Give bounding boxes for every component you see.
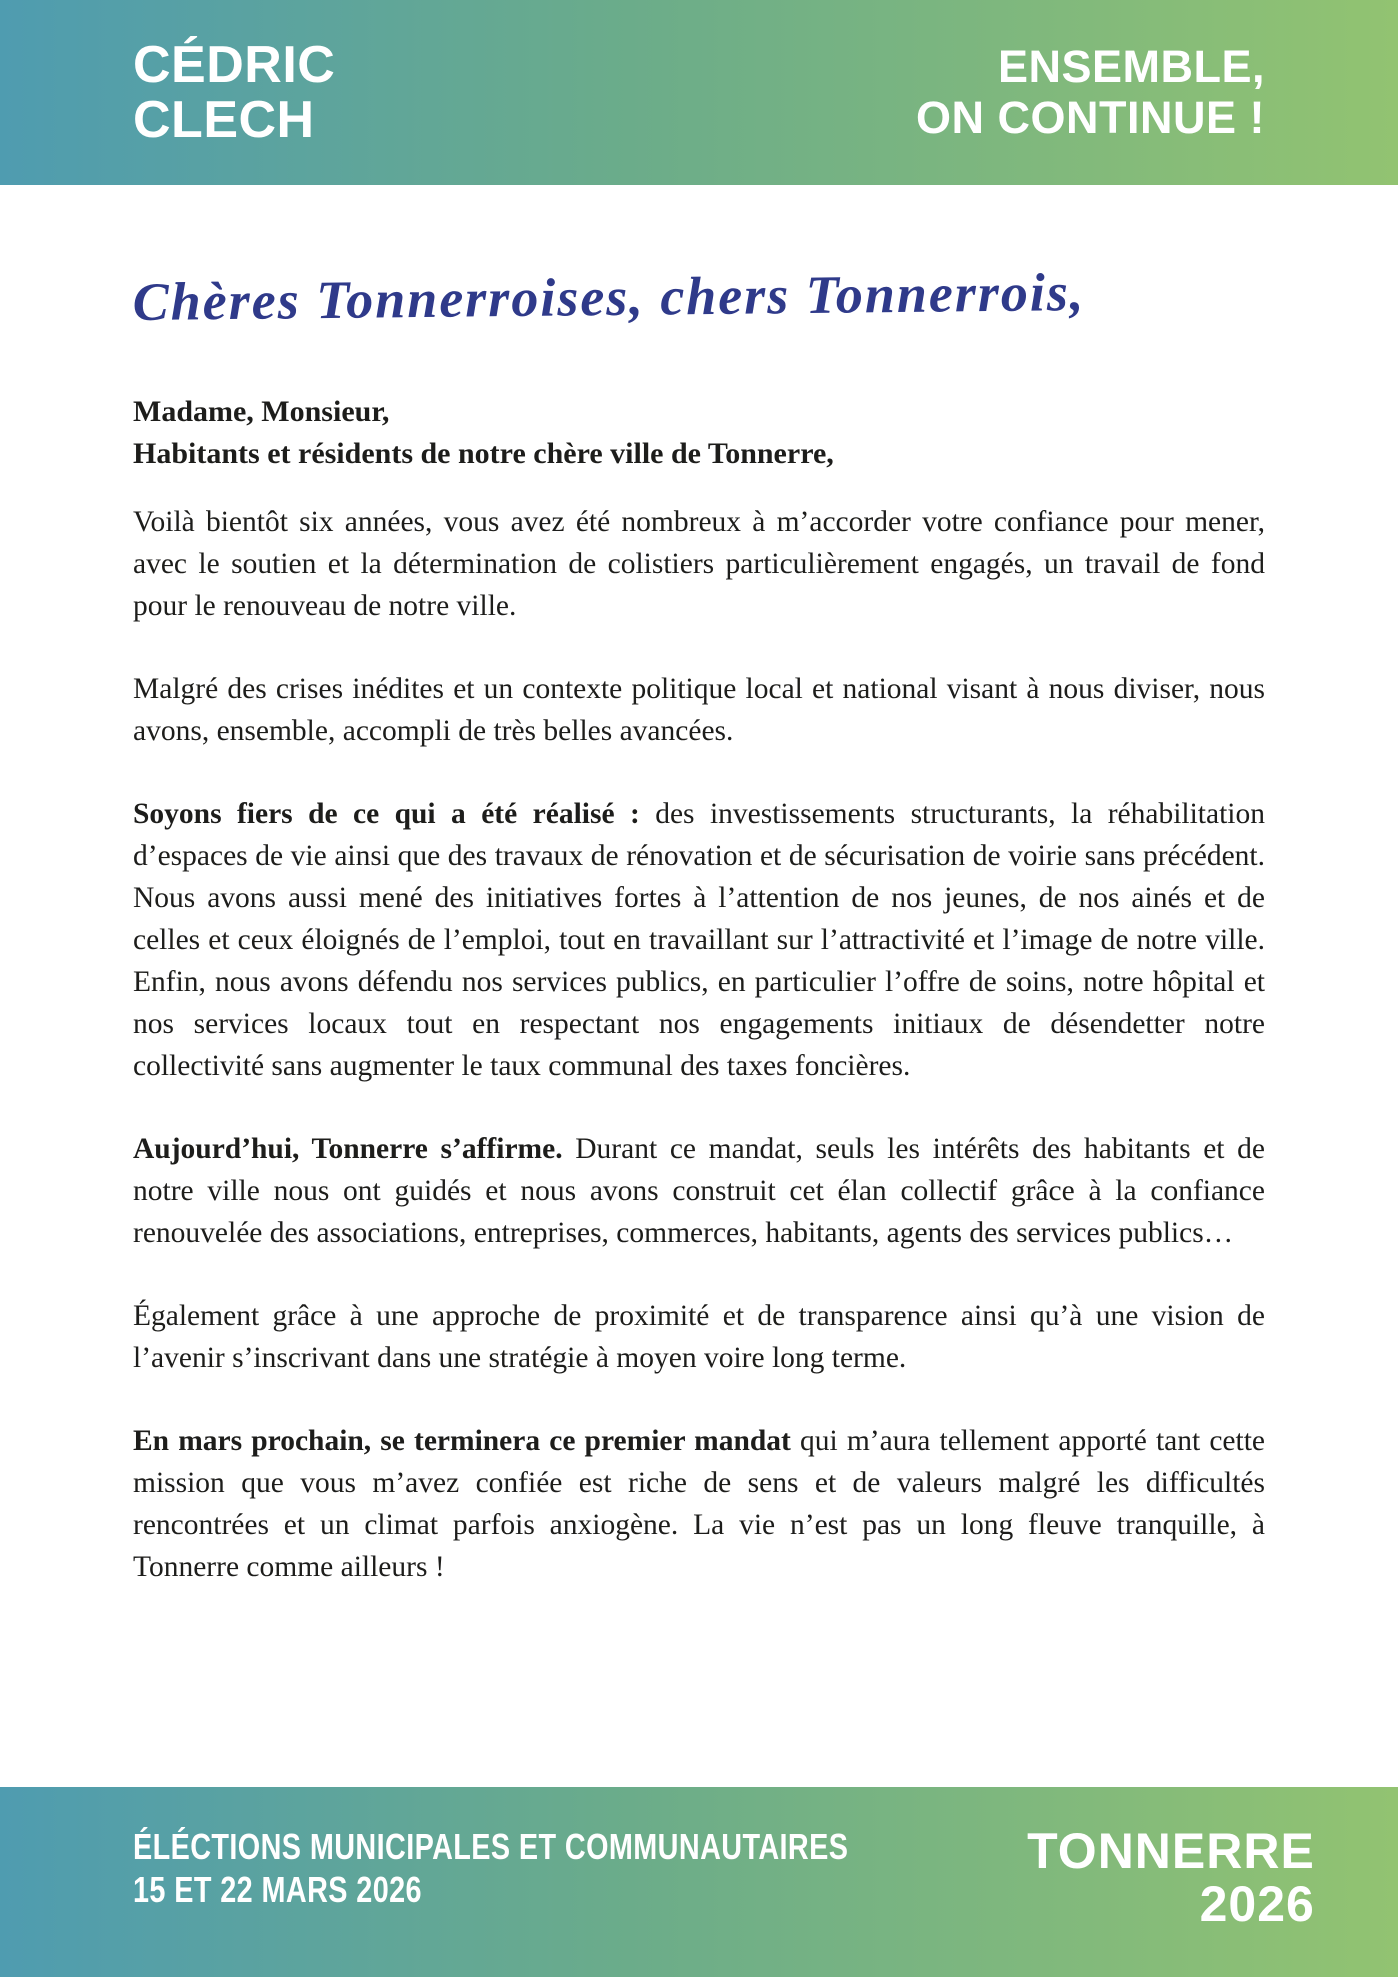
brand-line1: TONNERRE bbox=[1027, 1823, 1315, 1879]
paragraph-lead-bold: En mars prochain, se terminera ce premier mandat bbox=[133, 1425, 791, 1457]
paragraph-lead-bold: Soyons fiers de ce qui a été réalisé : bbox=[133, 798, 640, 830]
brand-line2: 2026 bbox=[1199, 1876, 1315, 1932]
paragraph: Malgré des crises inédites et un contexte politique local et national visant à nous diviser, nous avons, ensemble, accompli de très belles avancées. bbox=[133, 673, 1265, 747]
candidate-name-line2: CLECH bbox=[133, 90, 315, 149]
salutation-line2: Habitants et résidents de notre chère ville de Tonnerre, bbox=[133, 437, 834, 470]
candidate-name bbox=[133, 36, 336, 149]
paragraph: Voilà bientôt six années, vous avez été nombreux à m’accorder votre confiance pour mener, avec le soutien et la détermination de colistiers particulièrement engagés, un travail de fond pour le renouveau de notre ville. bbox=[133, 506, 1265, 622]
candidate-name-line1: CÉDRIC bbox=[133, 36, 336, 95]
slogan-line2: ON CONTINUE ! bbox=[916, 91, 1265, 143]
salutation bbox=[133, 391, 1265, 475]
paragraph: Soyons fiers de ce qui a été réalisé : des investissements structurants, la réhabilitation d’espaces de vie ainsi que des travaux de rénovation et de sécurisation de voirie sans précédent. Nous avons aussi mené des initiatives fortes à l’attention de nos jeunes, de nos ainés et de celles et ceux éloignés de l’emploi, tout en travaillant sur l’attractivité et l’image de notre ville. Enfin, nous avons défendu nos services publics, en particulier l’offre de soins, notre hôpital et nos services locaux tout en respectant nos engagements initiaux de désendetter notre collectivité sans augmenter le taux communal des taxes foncières. bbox=[133, 798, 1265, 1082]
paragraph: En mars prochain, se terminera ce premier mandat qui m’aura tellement apporté tant cette mission que vous m’avez confiée est riche de sens et de valeurs malgré les difficultés rencontrées et un climat parfois anxiogène. La vie n’est pas un long fleuve tranquille, à Tonnerre comme ailleurs ! bbox=[133, 1425, 1265, 1583]
paragraph: Également grâce à une approche de proximité et de transparence ainsi qu’à une vision de l’avenir s’inscrivant dans une stratégie à moyen voire long terme. bbox=[133, 1300, 1265, 1374]
letter-body bbox=[0, 185, 1398, 1787]
paragraph: Aujourd’hui, Tonnerre s’affirme. Durant ce mandat, seuls les intérêts des habitants et de notre ville nous ont guidés et nous avons construit cet élan collectif grâce à la confiance renouvelée des associations, entreprises, commerces, habitants, agents des services publics… bbox=[133, 1133, 1265, 1249]
election-info-line1: ÉLÉCTIONS MUNICIPALES ET COMMUNAUTAIRES bbox=[133, 1826, 849, 1867]
campaign-brand bbox=[1027, 1825, 1315, 1931]
salutation-line1: Madame, Monsieur, bbox=[133, 395, 390, 428]
paragraph-lead-bold: Aujourd’hui, Tonnerre s’affirme. bbox=[133, 1133, 563, 1165]
election-info bbox=[133, 1825, 848, 1911]
top-banner bbox=[0, 0, 1398, 185]
letter-paragraphs bbox=[133, 501, 1265, 1588]
campaign-slogan bbox=[916, 42, 1265, 143]
handwritten-greeting: Chères Tonnerroises, chers Tonnerrois, bbox=[132, 262, 1086, 333]
slogan-line1: ENSEMBLE, bbox=[997, 41, 1265, 93]
bottom-banner bbox=[0, 1787, 1398, 1977]
election-info-line2: 15 ET 22 MARS 2026 bbox=[133, 1869, 422, 1911]
